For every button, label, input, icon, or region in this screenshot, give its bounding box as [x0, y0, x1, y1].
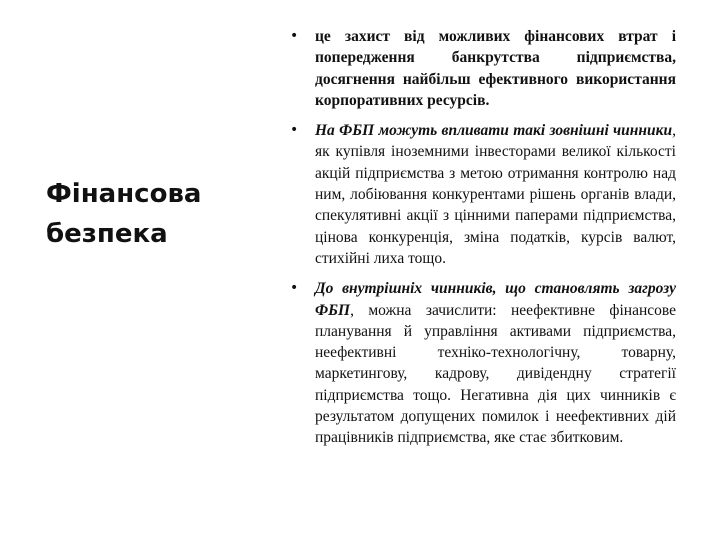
- external-factors-lead: На ФБП можуть впливати такі зовнішні чинники: [315, 122, 673, 140]
- internal-factors-lead: До внутрішніх чинників, що становлять загрозу ФБП: [315, 280, 676, 319]
- bullet-dot-icon: •: [290, 280, 299, 297]
- title-line-2: безпека: [46, 219, 168, 249]
- slide-title: [46, 174, 256, 254]
- bullet-list: [290, 26, 676, 458]
- bullet-item-external-factors: [290, 120, 676, 269]
- bullet-dot-icon: •: [290, 28, 299, 44]
- bullet-item-definition: [290, 26, 676, 111]
- bullet-item-internal-factors: [290, 278, 676, 448]
- title-line-1: Фінансова: [46, 179, 202, 209]
- internal-factors-text: , можна зачислити: неефективне фінансове планування й управління активами підприємства, неефективні техніко-технологічну, товарну, маркетингову, кадрову, дивідендну стратегії підприємства тощо. Негативна дія цих чинників є результатом допущених помилок і неефективних дій працівників підприємства, яке стає збитковим.: [315, 301, 676, 447]
- external-factors-text: , як купівля іноземними інвесторами великої кількості акцій підприємства з метою отримання контролю над ним, лобіювання конкурентами рішень органів влади, спекулятивні акції з цінними паперами підприємства, цінова конкуренція, зміна податків, курсів валют, стихійні лиха тощо.: [315, 122, 676, 267]
- definition-text: це захист від можливих фінансових втрат і попередження банкрутства підприємства, досягнення найбільш ефективного використання корпоративних ресурсів.: [315, 28, 676, 109]
- bullet-dot-icon: •: [290, 122, 299, 139]
